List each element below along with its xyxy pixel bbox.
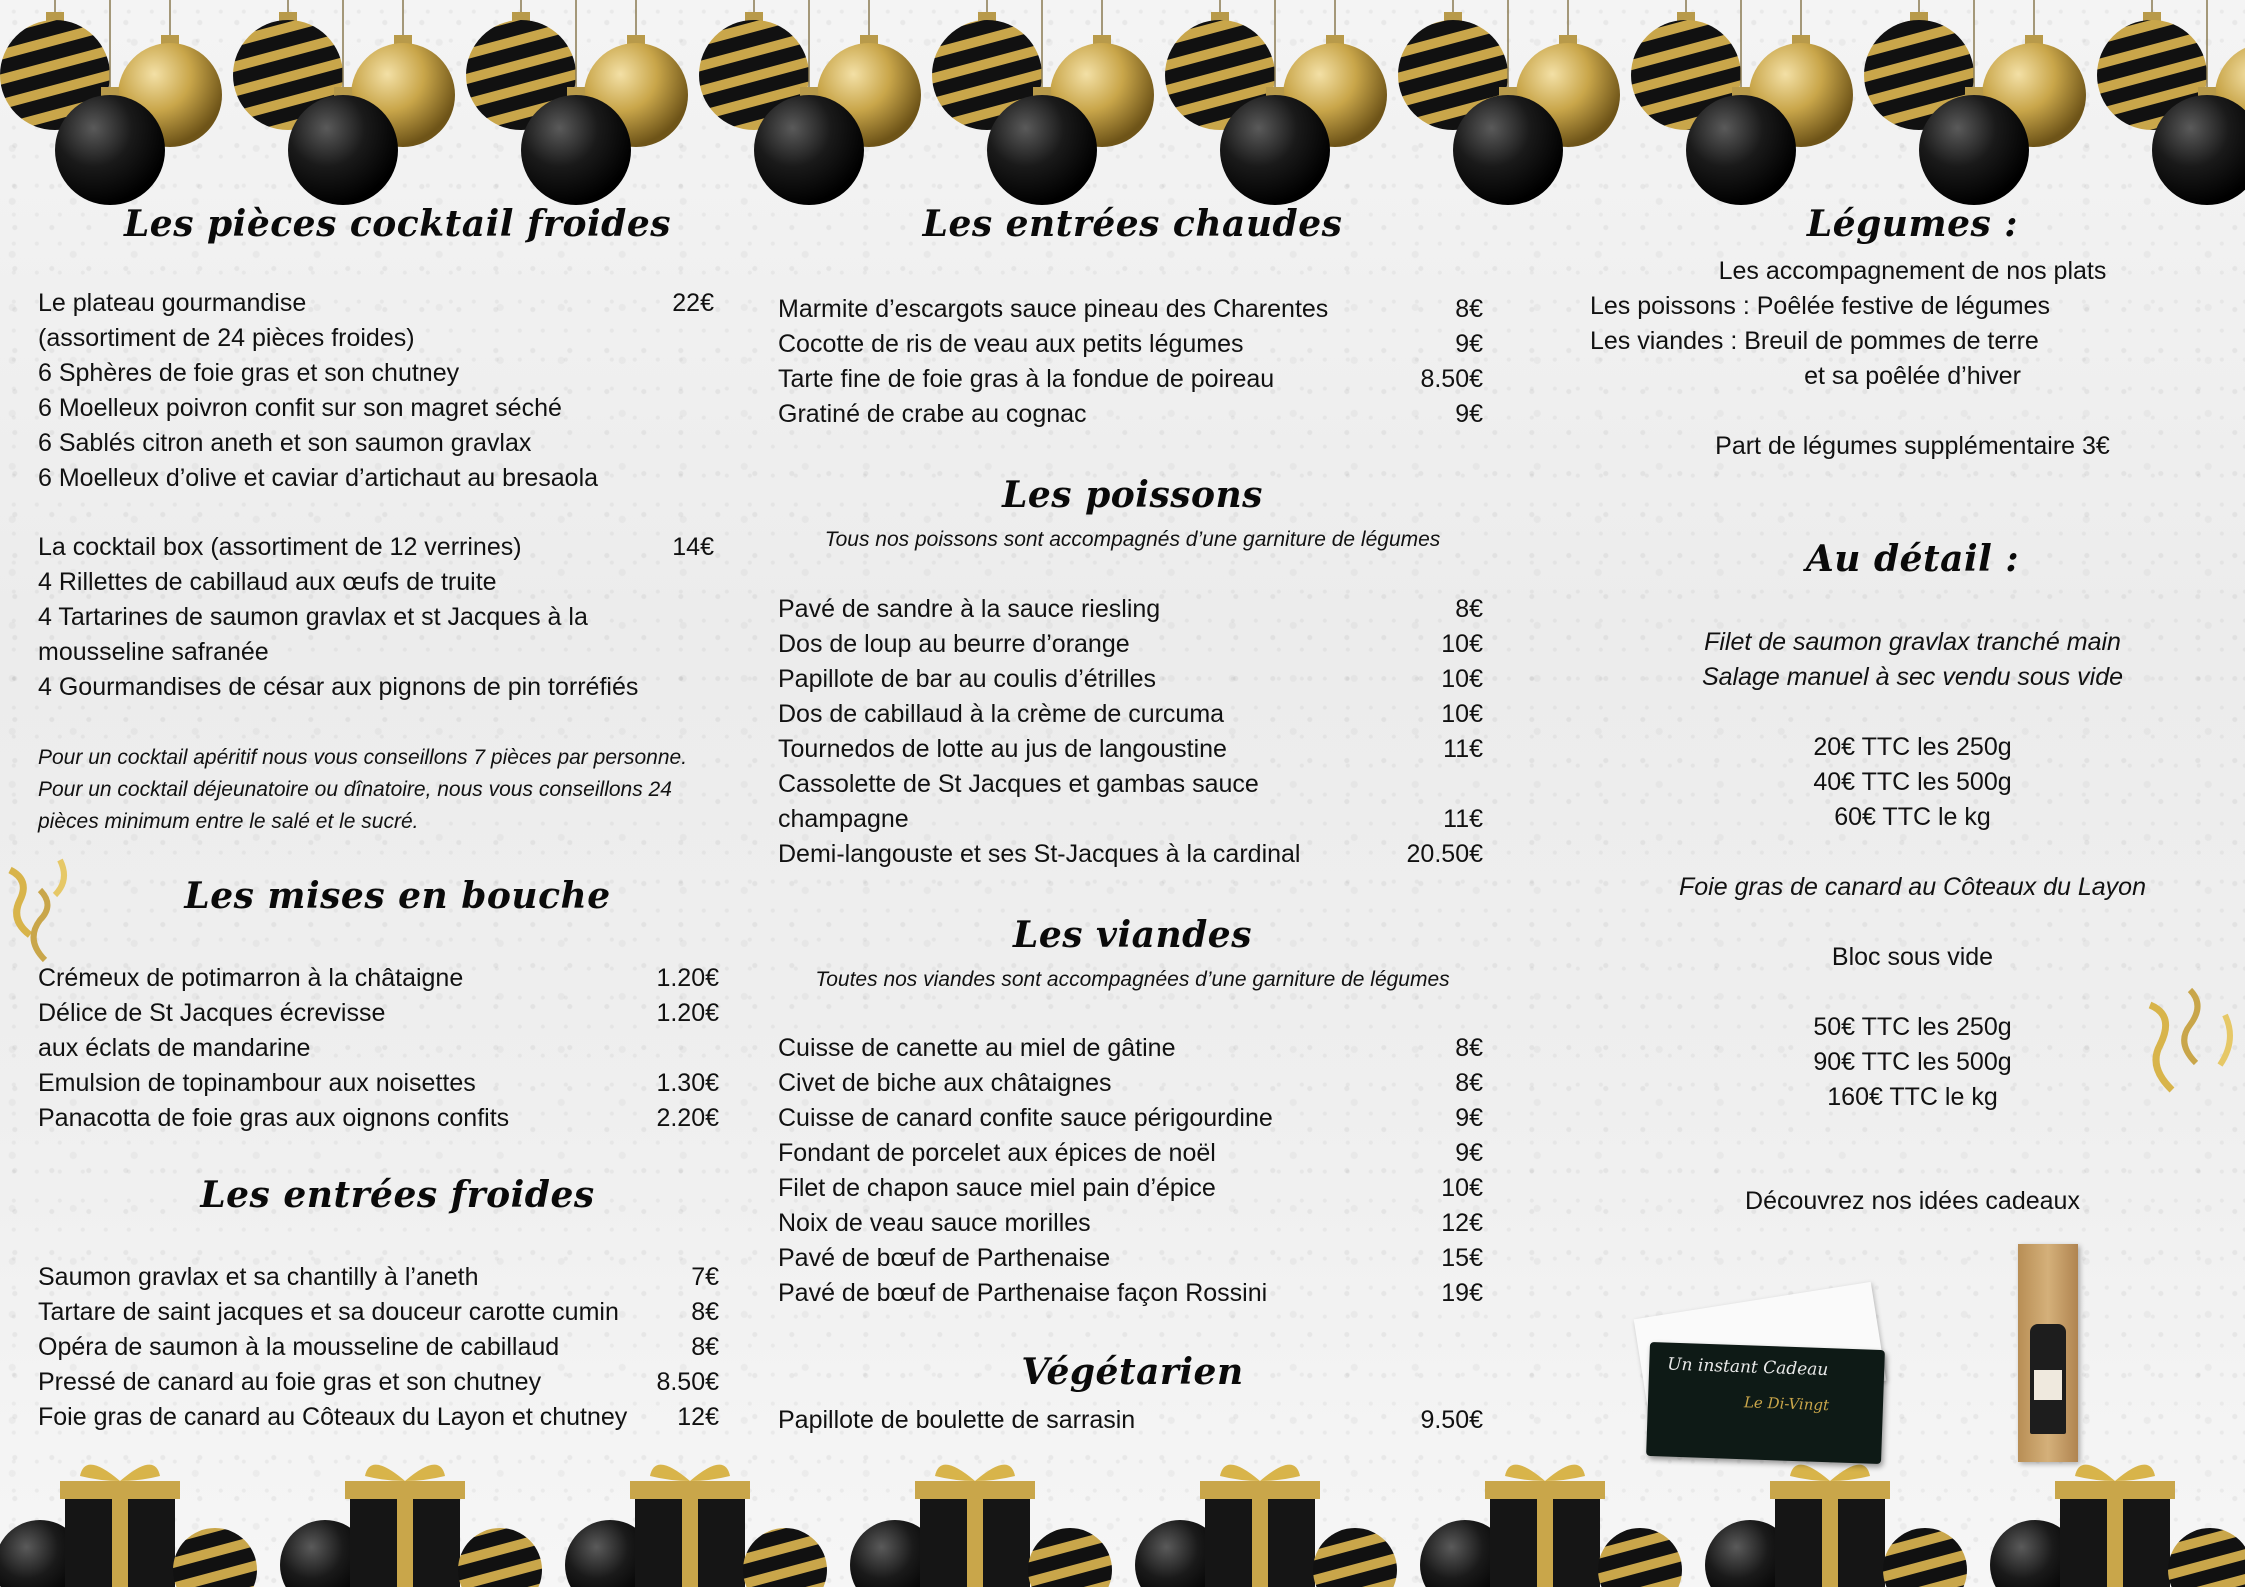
menu-item-text: Pavé de bœuf de Parthenaise <box>778 1244 1111 1272</box>
legumes-viandes: Les viandes : Breuil de pommes de terre <box>1590 327 2039 355</box>
section-heading-entrees-froides: Les entrées froides <box>200 1174 595 1216</box>
menu-item-text: Dos de cabillaud à la crème de curcuma <box>778 700 1225 728</box>
menu-item-price: 14€ <box>672 533 714 561</box>
menu-item-text: (assortiment de 24 pièces froides) <box>38 324 415 352</box>
bauble-ornament <box>1883 1528 1967 1587</box>
menu-item-text: aux éclats de mandarine <box>38 1034 311 1062</box>
bauble-ornament <box>754 95 864 205</box>
menu-item-text: Délice de St Jacques écrevisse <box>38 999 386 1027</box>
viandes-note: Toutes nos viandes sont accompagnées d’une garniture de légumes <box>815 968 1450 991</box>
bauble-ornament <box>1313 1528 1397 1587</box>
menu-item-text: La cocktail box (assortiment de 12 verrines) <box>38 533 522 561</box>
section-heading-au-detail: Au détail : <box>1805 538 2020 580</box>
menu-item-price: 8€ <box>1455 595 1483 623</box>
menu-item-text: Panacotta de foie gras aux oignons confits <box>38 1104 510 1132</box>
menu-item-price: 22€ <box>672 289 714 317</box>
detail-saumon-price-kg: 60€ TTC le kg <box>1834 803 1991 831</box>
bauble-ornament <box>1919 95 2029 205</box>
menu-item-price: 8.50€ <box>1420 365 1483 393</box>
menu-item-text: Emulsion de topinambour aux noisettes <box>38 1069 476 1097</box>
section-heading-mises-en-bouche: Les mises en bouche <box>184 875 611 917</box>
legumes-viandes-cont: et sa poêlée d’hiver <box>1804 362 2021 390</box>
advice-line: Pour un cocktail déjeunatoire ou dînatoire, nous vous conseillons 24 <box>38 778 672 801</box>
legumes-poissons: Les poissons : Poêlée festive de légumes <box>1590 292 2050 320</box>
menu-item-text: Cuisse de canette au miel de gâtine <box>778 1034 1176 1062</box>
menu-item-price: 19€ <box>1441 1279 1483 1307</box>
section-heading-viandes: Les viandes <box>1013 914 1252 956</box>
detail-saumon-price-250: 20€ TTC les 250g <box>1813 733 2012 761</box>
menu-item-price: 8€ <box>691 1298 719 1326</box>
menu-item-price: 2.20€ <box>656 1104 719 1132</box>
bauble-ornament <box>987 95 1097 205</box>
menu-item-text: Papillote de bar au coulis d’étrilles <box>778 665 1156 693</box>
menu-item-text: Cassolette de St Jacques et gambas sauce <box>778 770 1259 798</box>
menu-item-text: champagne <box>778 805 909 833</box>
detail-foie-gras-bloc: Bloc sous vide <box>1831 943 1994 971</box>
gift-card-logo: Le Di-Vingt <box>1743 1393 1830 1415</box>
menu-item-text: 6 Moelleux poivron confit sur son magret séché <box>38 394 562 422</box>
menu-item-text: 6 Sphères de foie gras et son chutney <box>38 359 460 387</box>
menu-item-price: 12€ <box>1441 1209 1483 1237</box>
menu-item-price: 10€ <box>1441 665 1483 693</box>
menu-item-price: 10€ <box>1441 700 1483 728</box>
menu-item-price: 11€ <box>1443 735 1483 763</box>
bauble-ornament <box>173 1528 257 1587</box>
detail-saumon-price-500: 40€ TTC les 500g <box>1813 768 2012 796</box>
menu-item-price: 9€ <box>1455 1104 1483 1132</box>
gift-card-image <box>1646 1342 1885 1464</box>
gift-boxes-banner <box>0 1455 2245 1587</box>
menu-item-text: Pavé de bœuf de Parthenaise façon Rossini <box>778 1279 1268 1307</box>
menu-item-price: 9.50€ <box>1420 1406 1483 1434</box>
section-heading-poissons: Les poissons <box>1002 474 1263 516</box>
menu-item-text: 4 Gourmandises de césar aux pignons de pin torréfiés <box>38 673 639 701</box>
menu-item-price: 7€ <box>691 1263 719 1291</box>
menu-item-price: 11€ <box>1443 805 1483 833</box>
menu-item-price: 12€ <box>677 1403 719 1431</box>
menu-item-text: Pressé de canard au foie gras et son chutney <box>38 1368 542 1396</box>
section-heading-entrees-chaudes: Les entrées chaudes <box>922 203 1343 245</box>
menu-item-price: 8.50€ <box>656 1368 719 1396</box>
menu-item-text: Crémeux de potimarron à la châtaigne <box>38 964 464 992</box>
detail-saumon-salage: Salage manuel à sec vendu sous vide <box>1701 663 2124 691</box>
menu-item-text: Cuisse de canard confite sauce périgourdine <box>778 1104 1273 1132</box>
menu-item-text: 4 Rillettes de cabillaud aux œufs de truite <box>38 568 497 596</box>
detail-foie-gras-price-kg: 160€ TTC le kg <box>1827 1083 1998 1111</box>
menu-item-text: 6 Sablés citron aneth et son saumon gravlax <box>38 429 532 457</box>
menu-item-price: 20.50€ <box>1406 840 1483 868</box>
menu-item-price: 9€ <box>1455 330 1483 358</box>
menu-item-text: Cocotte de ris de veau aux petits légumes <box>778 330 1244 358</box>
menu-item-price: 8€ <box>691 1333 719 1361</box>
gift-card-title: Un instant Cadeau <box>1666 1354 1829 1381</box>
menu-item-price: 10€ <box>1441 1174 1483 1202</box>
menu-item-text: Marmite d’escargots sauce pineau des Charentes <box>778 295 1329 323</box>
menu-item-price: 9€ <box>1455 1139 1483 1167</box>
menu-item-text: Pavé de sandre à la sauce riesling <box>778 595 1161 623</box>
wine-label-image <box>2034 1370 2062 1400</box>
menu-item-text: Demi-langouste et ses St-Jacques à la cardinal <box>778 840 1301 868</box>
bauble-ornament <box>1028 1528 1112 1587</box>
menu-item-text: Opéra de saumon à la mousseline de cabillaud <box>38 1333 560 1361</box>
bauble-ornament <box>743 1528 827 1587</box>
bauble-ornament <box>55 95 165 205</box>
bauble-ornament <box>1453 95 1563 205</box>
legumes-intro: Les accompagnement de nos plats <box>1718 257 2107 285</box>
menu-item-text: Noix de veau sauce morilles <box>778 1209 1091 1237</box>
menu-item-text: Fondant de porcelet aux épices de noël <box>778 1139 1216 1167</box>
christmas-baubles-banner <box>0 0 2245 210</box>
menu-item-text: Civet de biche aux châtaignes <box>778 1069 1112 1097</box>
detail-foie-gras-price-500: 90€ TTC les 500g <box>1813 1048 2012 1076</box>
legumes-supplement: Part de légumes supplémentaire 3€ <box>1715 432 2110 460</box>
menu-item-price: 8€ <box>1455 1034 1483 1062</box>
bauble-ornament <box>1686 95 1796 205</box>
detail-saumon: Filet de saumon gravlax tranché main <box>1704 628 2121 656</box>
advice-line: Pour un cocktail apéritif nous vous conseillons 7 pièces par personne. <box>38 746 688 769</box>
poissons-note: Tous nos poissons sont accompagnés d’une garniture de légumes <box>824 528 1441 551</box>
menu-item-text: Tarte fine de foie gras à la fondue de poireau <box>778 365 1275 393</box>
menu-item-text: Tartare de saint jacques et sa douceur carotte cumin <box>38 1298 619 1326</box>
section-heading-vegetarien: Végétarien <box>1021 1351 1244 1393</box>
bauble-ornament <box>1220 95 1330 205</box>
gift-ideas-text: Découvrez nos idées cadeaux <box>1745 1187 2080 1215</box>
menu-item-text: Dos de loup au beurre d’orange <box>778 630 1130 658</box>
bauble-ornament <box>288 95 398 205</box>
menu-item-text: 4 Tartarines de saumon gravlax et st Jacques à la <box>38 603 588 631</box>
menu-item-text: Le plateau gourmandise <box>38 289 307 317</box>
bauble-ornament <box>2168 1528 2245 1587</box>
section-heading-legumes: Légumes : <box>1806 203 2019 245</box>
menu-item-text: Papillote de boulette de sarrasin <box>778 1406 1136 1434</box>
detail-foie-gras-price-250: 50€ TTC les 250g <box>1813 1013 2012 1041</box>
bauble-ornament <box>458 1528 542 1587</box>
menu-item-price: 9€ <box>1455 400 1483 428</box>
menu-item-price: 1.30€ <box>656 1069 719 1097</box>
wine-gift-bag-image <box>2018 1244 2078 1462</box>
menu-item-price: 1.20€ <box>656 964 719 992</box>
menu-item-price: 15€ <box>1441 1244 1483 1272</box>
menu-item-price: 10€ <box>1441 630 1483 658</box>
advice-line: pièces minimum entre le salé et le sucré. <box>38 810 419 833</box>
section-heading-cocktail-froides: Les pièces cocktail froides <box>123 203 671 245</box>
menu-item-price: 8€ <box>1455 295 1483 323</box>
menu-item-price: 1.20€ <box>656 999 719 1027</box>
menu-item-text: Filet de chapon sauce miel pain d’épice <box>778 1174 1216 1202</box>
menu-item-text: 6 Moelleux d’olive et caviar d’artichaut au bresaola <box>38 464 599 492</box>
menu-item-text: mousseline safranée <box>38 638 269 666</box>
menu-item-text: Saumon gravlax et sa chantilly à l’aneth <box>38 1263 479 1291</box>
detail-foie-gras: Foie gras de canard au Côteaux du Layon <box>1679 873 2146 901</box>
bauble-ornament <box>521 95 631 205</box>
menu-item-text: Tournedos de lotte au jus de langoustine <box>778 735 1227 763</box>
bauble-ornament <box>1598 1528 1682 1587</box>
menu-item-text: Gratiné de crabe au cognac <box>778 400 1087 428</box>
menu-item-text: Foie gras de canard au Côteaux du Layon et chutney <box>38 1403 628 1431</box>
menu-item-price: 8€ <box>1455 1069 1483 1097</box>
